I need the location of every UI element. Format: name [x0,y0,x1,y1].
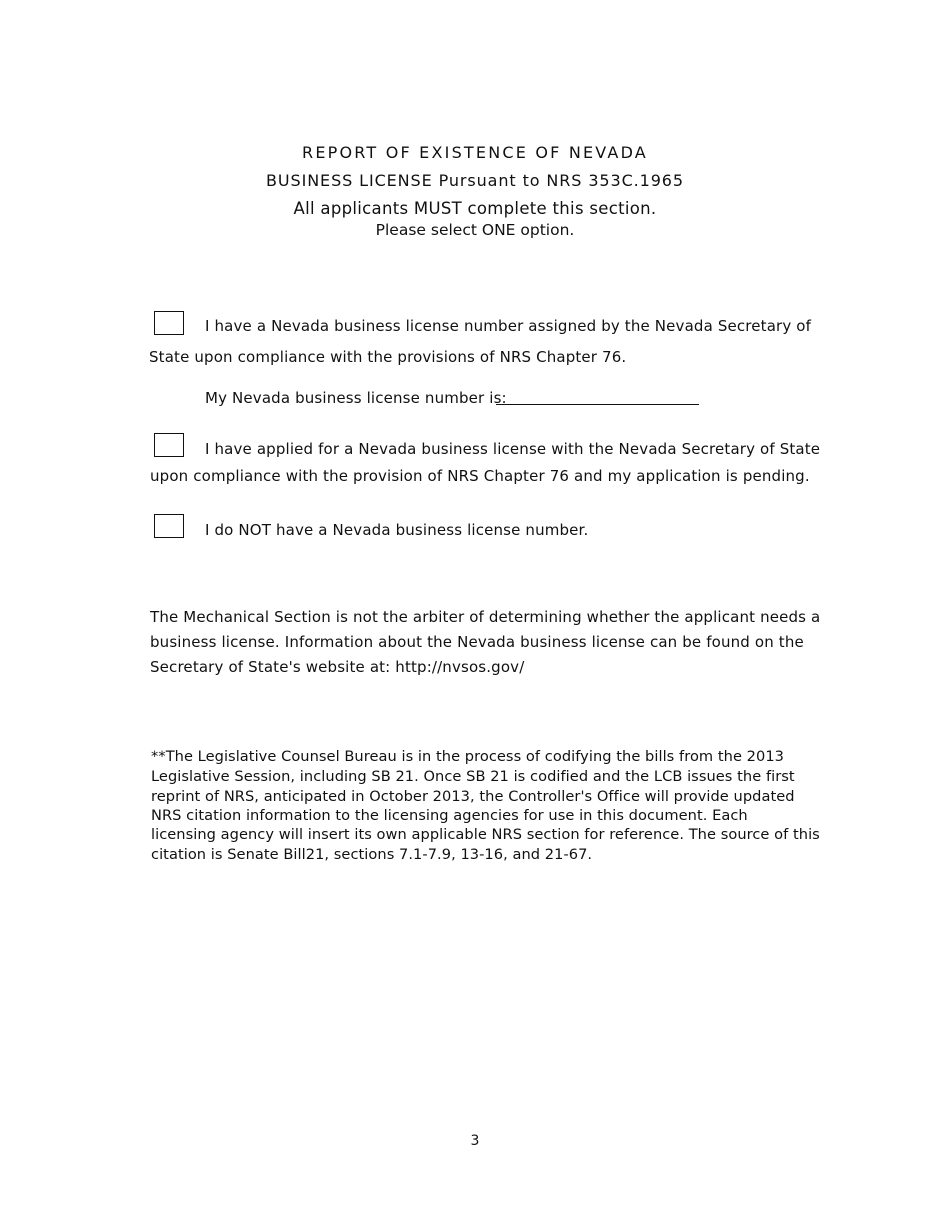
footnote-line-6: citation is Senate Bill21, sections 7.1-7.9, 13-16, and 21-67. [151,846,593,863]
option-1-checkbox[interactable] [154,311,184,335]
footnote-line-1: **The Legislative Counsel Bureau is in the process of codifying the bills from the 2013 [151,748,785,765]
select-one-instruction: Please select ONE option. [375,221,575,239]
option-1-text-line-2: State upon compliance with the provisions of NRS Chapter 76. [149,348,627,366]
title-line-1: REPORT OF EXISTENCE OF NEVADA [302,143,648,162]
option-3-checkbox[interactable] [154,514,184,538]
option-1-text-line-1: I have a Nevada business license number assigned by the Nevada Secretary of [205,317,812,335]
option-2-checkbox[interactable] [154,433,184,457]
info-text-line-1: The Mechanical Section is not the arbiter of determining whether the applicant needs a [150,608,821,626]
page-number: 3 [470,1133,480,1149]
option-3-text: I do NOT have a Nevada business license number. [205,521,589,539]
option-2-text-line-2: upon compliance with the provision of NRS Chapter 76 and my application is pending. [150,467,810,485]
license-number-label: My Nevada business license number is: [205,389,507,407]
footnote-line-4: NRS citation information to the licensing agencies for use in this document. Each [151,807,748,824]
title-line-2: BUSINESS LICENSE Pursuant to NRS 353C.1965 [266,171,684,190]
footnote-line-2: Legislative Session, including SB 21. Once SB 21 is codified and the LCB issues the first [151,768,795,785]
info-text-line-2: business license. Information about the Nevada business license can be found on the [150,633,804,651]
footnote-line-3: reprint of NRS, anticipated in October 2013, the Controller's Office will provide updated [151,788,795,805]
license-number-field[interactable] [496,404,699,405]
footnote-line-5: licensing agency will insert its own applicable NRS section for reference. The source of this [151,826,820,843]
option-2-text-line-1: I have applied for a Nevada business license with the Nevada Secretary of State [205,440,821,458]
instruction-line: All applicants MUST complete this section. [293,199,657,218]
info-text-line-3: Secretary of State's website at: http://nvsos.gov/ [150,658,525,676]
